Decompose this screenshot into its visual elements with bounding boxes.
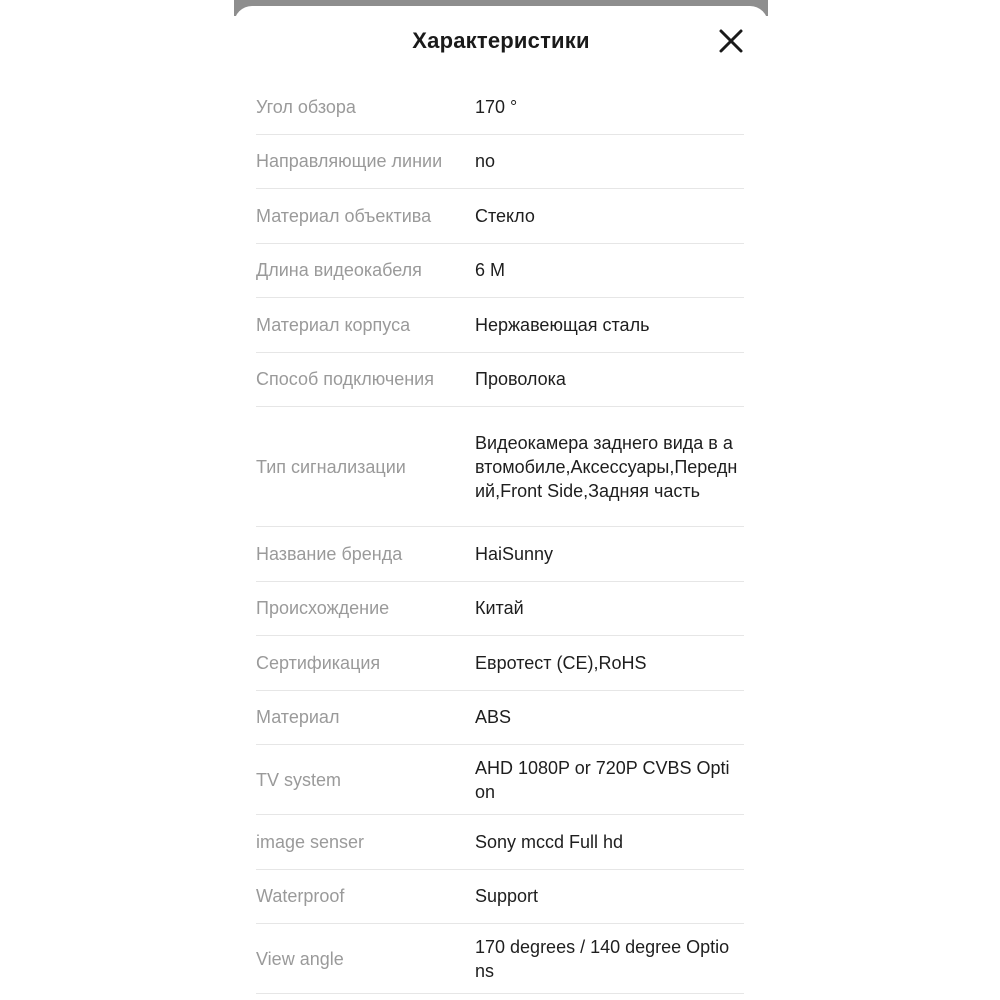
spec-list — [256, 80, 744, 994]
specifications-sheet — [234, 6, 768, 1000]
close-button[interactable] — [716, 26, 746, 56]
spec-value: ABS — [475, 707, 512, 728]
spec-row — [256, 80, 744, 135]
spec-key: Материал объектива — [256, 205, 432, 226]
spec-row — [256, 815, 744, 870]
spec-row — [256, 407, 744, 527]
spec-key: Угол обзора — [256, 96, 356, 117]
spec-value: Видеокамера заднего вида в автомобиле,Аксессуары,Передний,Front Side,Задняя часть — [475, 432, 738, 501]
spec-row — [256, 353, 744, 408]
spec-value: Китай — [475, 598, 524, 619]
spec-value: AHD 1080P or 720P CVBS Option — [475, 757, 730, 802]
spec-key: Waterproof — [256, 886, 345, 907]
spec-key: Происхождение — [256, 598, 390, 619]
close-icon — [716, 26, 746, 56]
spec-row — [256, 745, 744, 815]
spec-row — [256, 870, 744, 925]
spec-row — [256, 244, 744, 299]
spec-row — [256, 527, 744, 582]
spec-key: Материал — [256, 707, 340, 728]
spec-value: Стекло — [475, 205, 535, 226]
spec-row — [256, 636, 744, 691]
spec-row — [256, 924, 744, 994]
spec-row — [256, 691, 744, 746]
spec-value: no — [475, 151, 496, 172]
spec-value: Sony mccd Full hd — [475, 831, 624, 852]
spec-key: Направляющие линии — [256, 151, 443, 172]
spec-value: 170 degrees / 140 degree Options — [475, 936, 730, 981]
spec-value: 6 M — [475, 260, 506, 281]
spec-value: 170 ° — [475, 96, 518, 117]
spec-key: Длина видеокабеля — [256, 260, 422, 281]
spec-key: Материал корпуса — [256, 314, 411, 335]
spec-row — [256, 582, 744, 637]
spec-value: Support — [475, 886, 539, 907]
sheet-title: Характеристики — [412, 28, 590, 53]
spec-value: Проволока — [475, 369, 566, 390]
spec-key: View angle — [256, 948, 344, 969]
spec-value: Нержавеющая сталь — [475, 314, 650, 335]
spec-value: HaiSunny — [475, 543, 554, 564]
spec-key: Тип сигнализации — [256, 456, 406, 477]
spec-value: Евротест (CE),RoHS — [475, 652, 647, 673]
spec-key: Название бренда — [256, 543, 403, 564]
spec-key: Способ подключения — [256, 369, 434, 390]
spec-row — [256, 298, 744, 353]
spec-row — [256, 135, 744, 190]
spec-row — [256, 189, 744, 244]
spec-key: TV system — [256, 769, 342, 790]
sheet-header — [234, 6, 768, 74]
spec-key: Сертификация — [256, 652, 381, 673]
spec-key: image senser — [256, 831, 365, 852]
